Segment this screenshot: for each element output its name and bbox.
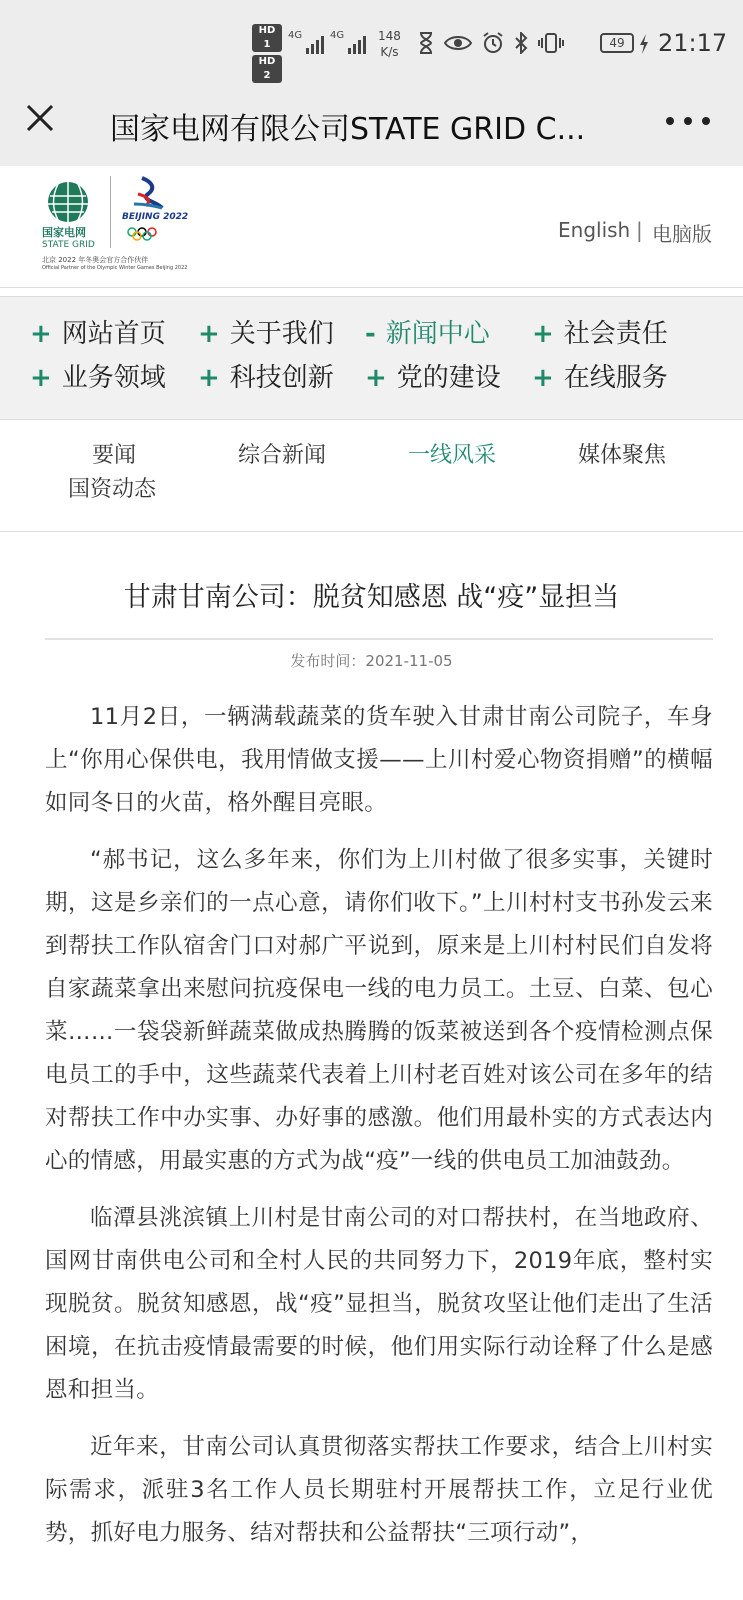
subnav-headlines[interactable]: 要闻 [92,443,137,468]
dot-icon [666,117,674,125]
publish-date: 发布时间：2021-11-05 [290,652,453,670]
dot-icon [684,117,692,125]
nav-social-responsibility[interactable]: + 社会责任 [532,319,668,349]
article-paragraph: 近年来，甘南公司认真贯彻落实帮扶工作要求，结合上川村实际需求，派驻3名工作人员长期驻村开展帮扶工作，立足行业优势，抓好电力服务、结对帮扶和公益帮扶“三项行动”， [45,1434,713,1546]
article-paragraph: “郝书记，这么多年来，你们为上川村做了很多实事，关键时期，这是乡亲们的一点心意，请你们收下。”上川村村支书孙发云来到帮扶工作队宿舍门口对郝广平说到，原来是上川村村民们自发将自家蔬菜拿出来慰问抗疫保电一线的电力员工。土豆、白菜、包心菜……一袋袋新鲜蔬菜做成热腾腾的饭菜被送到各个疫情检测点保电员工的手中，这些蔬菜代表着上川村老百姓对该公司在多年的结对帮扶工作中办实事、办好事的感激。他们用最朴实的方式表达内心的情感，用最实惠的方式为战“疫”一线的供电员工加油鼓劲。 [45,847,713,1174]
eye-icon [444,34,472,52]
network-speed: 148 K/s [378,29,401,59]
nav-technology[interactable]: + 科技创新 [198,363,334,393]
hd-indicators [252,24,282,83]
close-button[interactable] [22,100,58,136]
signal-2-icon [330,30,366,54]
alarm-icon [482,32,504,54]
subnav-frontline[interactable]: 一线风采 [408,443,497,468]
more-options-button[interactable] [666,106,710,136]
network-type-2: 4G [330,30,345,41]
partner-caption-en: Official Partner of the Olympic Winter Games Beijing 2022 [42,265,188,271]
close-icon [22,100,58,136]
article-paragraph: 临潭县洮滨镇上川村是甘南公司的对口帮扶村，在当地政府、国网甘南供电公司和全村人民的共同努力下，2019年底，整村实现脱贫。脱贫知感恩，战“疫”显担当，脱贫攻坚让他们走出了生活困境，在抗击疫情最需要的时候，他们用实际行动诠释了什么是感恩和担当。 [45,1205,713,1403]
network-type-1: 4G [288,30,303,41]
vibrate-icon [538,32,564,54]
signal-1-icon [288,30,324,54]
logo-name: 国家电网 [42,226,86,239]
subnav-general-news[interactable]: 综合新闻 [238,443,327,468]
lang-separator: | [636,218,643,242]
article-body [45,696,713,1569]
article-title: 甘肃甘南公司：脱贫知感恩 战“疫”显担当 [123,582,620,613]
subnav-sasac-news[interactable]: 国资动态 [68,477,157,502]
beijing-2022-text: BEIJING 2022 [122,212,189,222]
hourglass-icon [418,32,434,54]
hd1-badge: HD 1 [252,24,282,52]
dot-icon [702,117,710,125]
battery-icon: 49 [600,33,634,53]
charging-icon [638,33,650,55]
status-icons [418,30,564,56]
nav-business[interactable]: + 业务领域 [30,363,166,393]
subnav-media-focus[interactable]: 媒体聚焦 [578,443,667,468]
desktop-version-link[interactable]: 电脑版 [652,222,712,246]
partner-caption-cn: 北京 2022 年冬奥会官方合作伙伴 [42,256,149,264]
hd2-badge: HD 2 [252,55,282,83]
clock: 21:17 [658,29,728,57]
page-title: 国家电网有限公司STATE GRID C... [110,112,586,147]
nav-news-center[interactable]: - 新闻中心 [365,319,490,349]
logo-divider [110,176,111,248]
article-paragraph: 11月2日，一辆满载蔬菜的货车驶入甘肃甘南公司院子，车身上“你用心保供电，我用情做支援——上川村爱心物资捐赠”的横幅如同冬日的火苗，格外醒目亮眼。 [45,704,713,816]
beijing-2022-emblem-icon [120,174,180,244]
nav-online-service[interactable]: + 在线服务 [532,363,668,393]
english-link[interactable]: English [558,218,631,242]
logo-english-name: STATE GRID [42,240,95,250]
nav-about[interactable]: + 关于我们 [198,319,334,349]
nav-home[interactable]: + 网站首页 [30,319,166,349]
nav-party-building[interactable]: + 党的建设 [365,363,501,393]
title-divider [45,638,713,640]
bluetooth-icon [514,32,528,54]
